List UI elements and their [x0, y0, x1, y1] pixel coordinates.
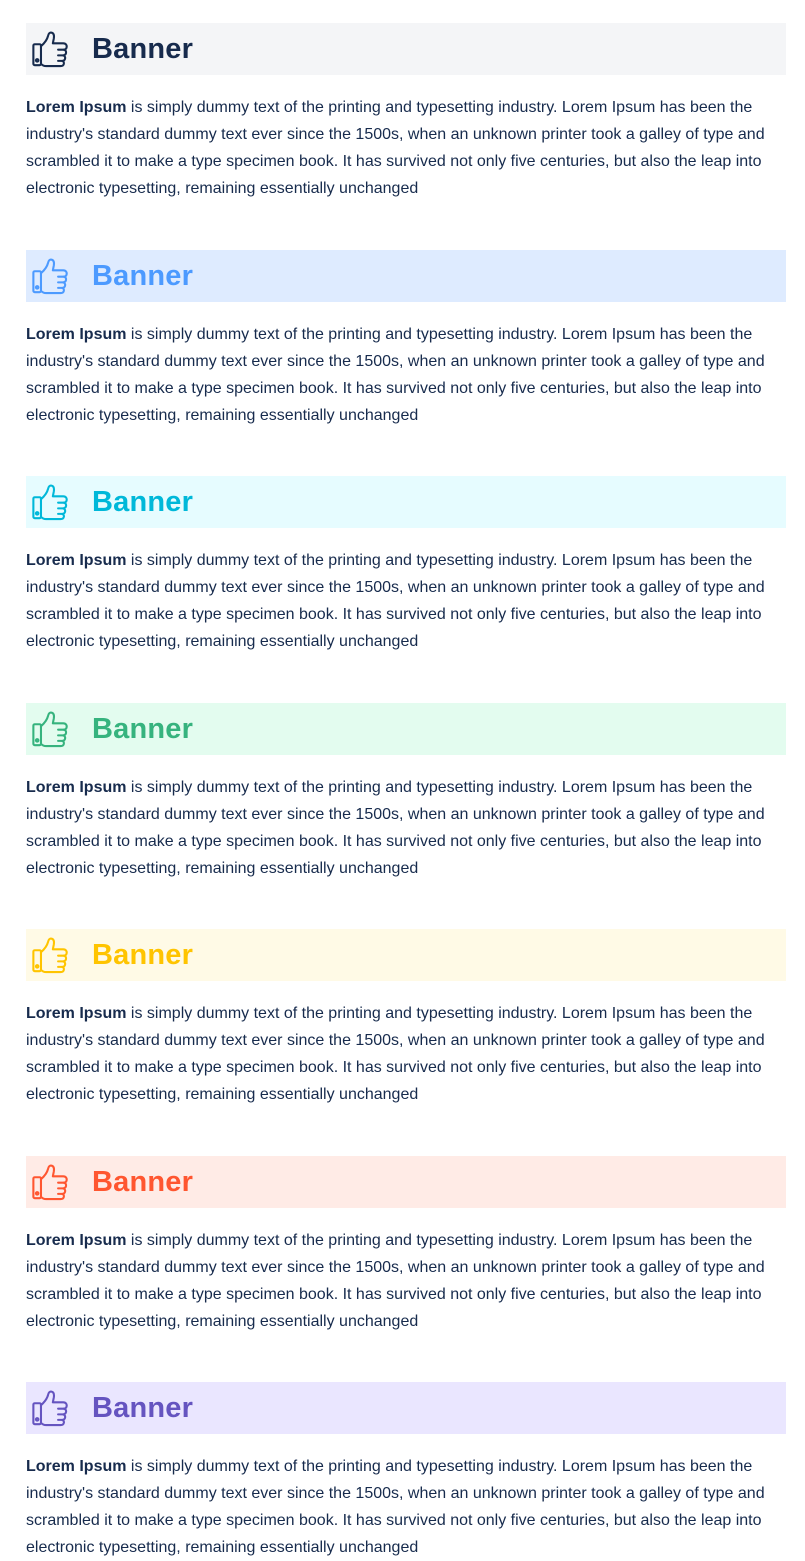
description-text: is simply dummy text of the printing and typesetting industry. Lorem Ipsum has been the industry's standard dummy text ever since the 1500s, when an unknown printer took a galley of type and scrambled it to make a type specimen book. It has survived not only five centuries, but also the leap into electronic typesetting, remaining essentially unchanged: [26, 1005, 765, 1103]
banner: [26, 476, 786, 528]
banner-section: [26, 476, 786, 655]
description-text: is simply dummy text of the printing and typesetting industry. Lorem Ipsum has been the industry's standard dummy text ever since the 1500s, when an unknown printer took a galley of type and scrambled it to make a type specimen book. It has survived not only five centuries, but also the leap into electronic typesetting, remaining essentially unchanged: [26, 1232, 765, 1330]
banner-title: Banner: [92, 485, 194, 518]
banner-description: [26, 1000, 786, 1108]
thumbs-up-icon: [30, 256, 70, 296]
banner: [26, 250, 786, 302]
banner: [26, 703, 786, 755]
description-text: is simply dummy text of the printing and typesetting industry. Lorem Ipsum has been the industry's standard dummy text ever since the 1500s, when an unknown printer took a galley of type and scrambled it to make a type specimen book. It has survived not only five centuries, but also the leap into electronic typesetting, remaining essentially unchanged: [26, 1458, 765, 1556]
description-text: is simply dummy text of the printing and typesetting industry. Lorem Ipsum has been the industry's standard dummy text ever since the 1500s, when an unknown printer took a galley of type and scrambled it to make a type specimen book. It has survived not only five centuries, but also the leap into electronic typesetting, remaining essentially unchanged: [26, 779, 765, 877]
banner-title: Banner: [92, 259, 194, 292]
banner-description: [26, 321, 786, 429]
banner: [26, 1156, 786, 1208]
thumbs-up-icon: [30, 29, 70, 69]
description-text: is simply dummy text of the printing and typesetting industry. Lorem Ipsum has been the industry's standard dummy text ever since the 1500s, when an unknown printer took a galley of type and scrambled it to make a type specimen book. It has survived not only five centuries, but also the leap into electronic typesetting, remaining essentially unchanged: [26, 552, 765, 650]
banner-description: [26, 1453, 786, 1561]
banner-section: [26, 23, 786, 202]
description-lead: Lorem Ipsum: [26, 1005, 127, 1022]
banner: [26, 1382, 786, 1434]
description-text: is simply dummy text of the printing and typesetting industry. Lorem Ipsum has been the industry's standard dummy text ever since the 1500s, when an unknown printer took a galley of type and scrambled it to make a type specimen book. It has survived not only five centuries, but also the leap into electronic typesetting, remaining essentially unchanged: [26, 326, 765, 424]
banner-description: [26, 94, 786, 202]
banner-description: [26, 774, 786, 882]
description-lead: Lorem Ipsum: [26, 99, 127, 116]
banner-section: [26, 1156, 786, 1335]
description-lead: Lorem Ipsum: [26, 779, 127, 796]
banner-title: Banner: [92, 1165, 194, 1198]
banner-description: [26, 1227, 786, 1335]
banner: [26, 23, 786, 75]
banner-title: Banner: [92, 938, 194, 971]
banner-section: [26, 1382, 786, 1561]
description-text: is simply dummy text of the printing and typesetting industry. Lorem Ipsum has been the industry's standard dummy text ever since the 1500s, when an unknown printer took a galley of type and scrambled it to make a type specimen book. It has survived not only five centuries, but also the leap into electronic typesetting, remaining essentially unchanged: [26, 99, 765, 197]
thumbs-up-icon: [30, 1388, 70, 1428]
description-lead: Lorem Ipsum: [26, 1458, 127, 1475]
banner-description: [26, 547, 786, 655]
thumbs-up-icon: [30, 709, 70, 749]
description-lead: Lorem Ipsum: [26, 1232, 127, 1249]
description-lead: Lorem Ipsum: [26, 552, 127, 569]
banner: [26, 929, 786, 981]
thumbs-up-icon: [30, 1162, 70, 1202]
banner-title: Banner: [92, 712, 194, 745]
description-lead: Lorem Ipsum: [26, 326, 127, 343]
banner-section: [26, 703, 786, 882]
thumbs-up-icon: [30, 482, 70, 522]
banner-section: [26, 929, 786, 1108]
banner-title: Banner: [92, 1391, 194, 1424]
banner-title: Banner: [92, 32, 194, 65]
banner-section: [26, 250, 786, 429]
thumbs-up-icon: [30, 935, 70, 975]
